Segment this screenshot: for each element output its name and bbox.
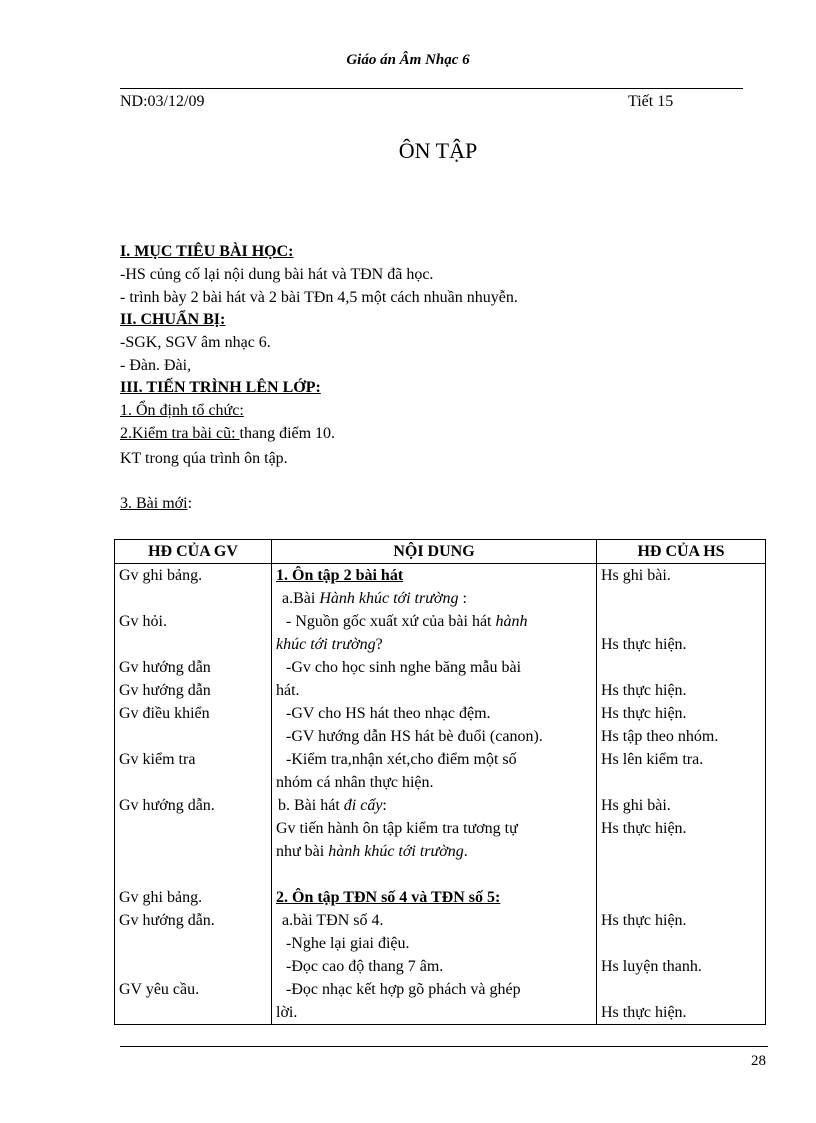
page-number: 28 [751,1053,766,1069]
nd-line: -Nghe lại giai điệu. [286,935,410,952]
section-2-line-1: -SGK, SGV âm nhạc 6. [120,334,271,351]
lesson-date: ND:03/12/09 [120,93,205,110]
hs-line: Hs lên kiểm tra. [601,751,704,768]
gv-line [119,817,267,840]
nd-line: a.bài TĐN số 4. [282,912,384,929]
hs-line [601,863,761,886]
section-1-heading: I. MỤC TIÊU BÀI HỌC: [120,243,294,260]
hs-line: Hs ghi bài. [601,567,671,584]
nd-line: -GV cho HS hát theo nhạc đệm. [286,705,491,722]
page-title: ÔN TẬP [398,138,478,163]
nd-line [276,863,592,886]
section-2-line-2: - Đàn. Đài, [120,357,192,374]
hs-line [601,932,761,955]
nd-line: hát. [276,682,300,699]
hs-line: Hs thực hiện. [601,705,687,722]
hs-line [601,886,761,909]
header-title: Giáo án Âm Nhạc 6 [346,52,470,68]
section-2-heading: II. CHUẨN BỊ: [120,311,226,328]
noi-dung-column [272,564,597,1025]
nd-line: nhóm cá nhân thực hiện. [276,774,434,791]
header-hs: HĐ CỦA HS [597,540,766,564]
nd-line: như bài hành khúc tới trường. [276,843,468,860]
gv-line: Gv ghi bảng. [119,567,203,584]
hs-line [601,978,761,1001]
lesson-period: Tiết 15 [628,93,674,110]
nd-line: 2. Ôn tập TĐN số 4 và TĐN số 5: [276,889,501,906]
nd-line: -Đọc cao độ thang 7 âm. [286,958,444,975]
section-3-line-1: 1. Ổn định tổ chức: [120,402,244,419]
hs-line: Hs luyện thanh. [601,958,702,975]
footer-rule [120,1046,768,1047]
gv-line [119,633,267,656]
old-lesson-check-value: thang điểm 10. [239,425,336,442]
section-1-line-2: - trình bày 2 bài hát và 2 bài TĐn 4,5 một cách nhuần nhuyễn. [120,289,518,306]
old-lesson-check-label: 2.Kiểm tra bài cũ: [120,425,240,442]
gv-line: GV yêu cầu. [119,981,200,998]
gv-line [119,771,267,794]
header-noi-dung: NỘI DUNG [272,540,597,564]
gv-line [119,863,267,886]
gv-line [119,932,267,955]
nd-line: lời. [276,1004,298,1021]
gv-line [119,725,267,748]
header-rule [120,88,743,89]
section-1-line-1: -HS củng cố lại nội dung bài hát và TĐN đã học. [120,266,434,283]
section-3-line-3: KT trong qúa trình ôn tập. [120,450,288,467]
section-3-line-2 [120,425,335,443]
header-gv: HĐ CỦA GV [115,540,272,564]
gv-line [119,955,267,978]
gv-line: Gv kiểm tra [119,751,196,768]
hs-line: Hs thực hiện. [601,912,687,929]
gv-line: Gv hướng dẫn [119,682,211,699]
hs-line [601,610,761,633]
hs-line: Hs thực hiện. [601,682,687,699]
gv-line [119,840,267,863]
hs-line: Hs thực hiện. [601,636,687,653]
table-header-row [115,540,766,564]
nd-line: b. Bài hát đi cấy: [278,797,387,814]
hs-line: Hs tập theo nhóm. [601,728,719,745]
gv-line [119,1001,267,1024]
gv-line: Gv hướng dẫn. [119,912,215,929]
gv-line: Gv hướng dẫn. [119,797,215,814]
hs-line [601,840,761,863]
gv-line: Gv điều khiển [119,705,210,722]
gv-column [115,564,272,1025]
gv-line: Gv ghi bảng. [119,889,203,906]
hs-line [601,771,761,794]
nd-line: khúc tới trường? [276,636,383,653]
gv-line [119,587,267,610]
nd-line: 1. Ôn tập 2 bài hát [276,567,404,584]
section-3-line-4 [120,495,192,513]
new-lesson-label: 3. Bài mới [120,495,188,512]
hs-line [601,656,761,679]
nd-line: - Nguồn gốc xuất xứ của bài hát hành [286,613,528,630]
gv-line: Gv hướng dẫn [119,659,211,676]
nd-line: -Đọc nhạc kết hợp gõ phách và ghép [286,981,521,998]
nd-line: Gv tiến hành ôn tập kiểm tra tương tự [276,820,518,837]
nd-line: -Gv cho học sinh nghe băng mẫu bài [286,659,522,676]
lesson-plan-table [114,539,766,1025]
table-row [115,564,766,1025]
nd-line: -GV hướng dẫn HS hát bè đuổi (canon). [286,728,543,745]
hs-line: Hs thực hiện. [601,1004,687,1021]
nd-line: -Kiểm tra,nhận xét,cho điểm một số [286,751,517,768]
section-3-heading: III. TIẾN TRÌNH LÊN LỚP: [120,379,321,396]
hs-column [597,564,766,1025]
nd-line: a.Bài Hành khúc tới trường : [282,590,467,607]
new-lesson-colon: : [187,495,193,512]
hs-line [601,587,761,610]
hs-line: Hs thực hiện. [601,820,687,837]
gv-line: Gv hỏi. [119,613,167,630]
hs-line: Hs ghi bài. [601,797,671,814]
